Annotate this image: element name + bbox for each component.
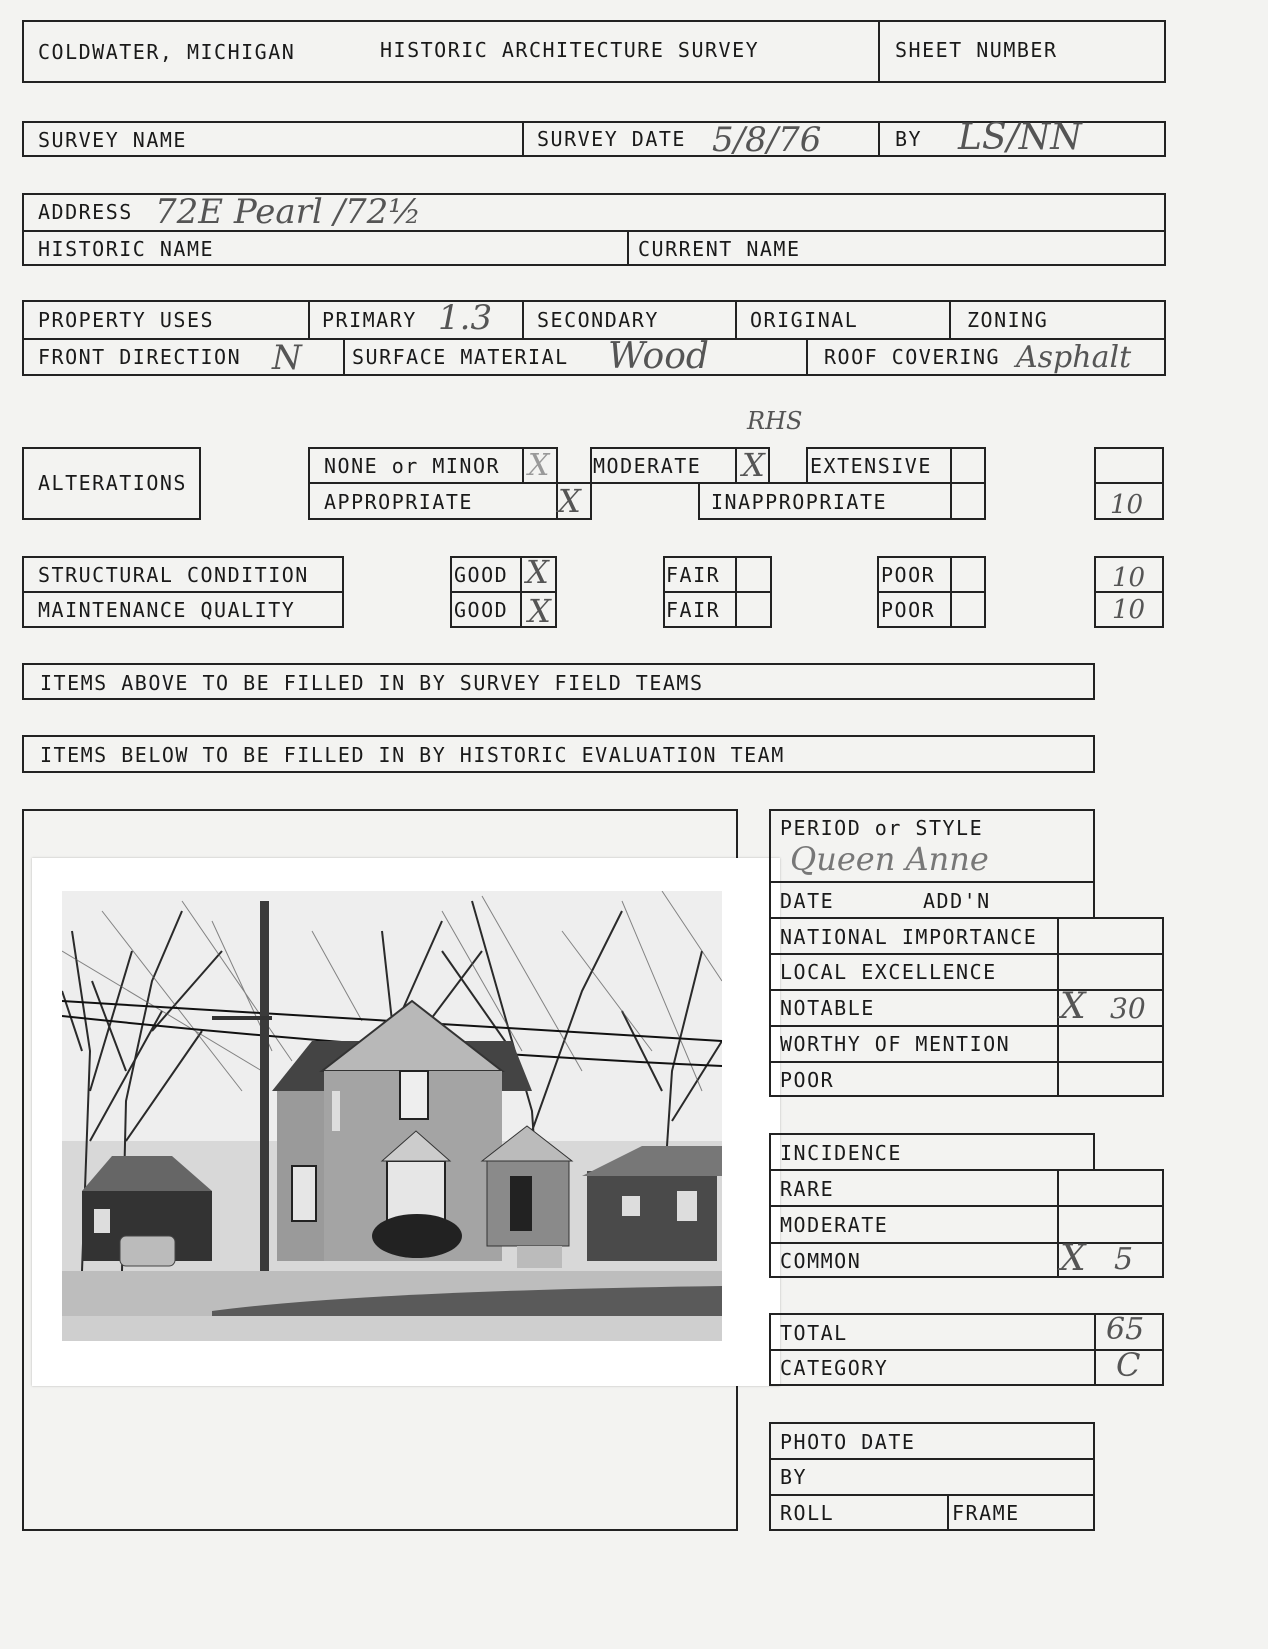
survey-date-label: SURVEY DATE <box>537 127 686 151</box>
historic-name-label: HISTORIC NAME <box>38 237 215 261</box>
roof-covering-value: Asphalt <box>1016 340 1132 375</box>
maintenance-good-mark: X <box>528 592 551 630</box>
local-excellence-label: LOCAL EXCELLENCE <box>780 960 997 984</box>
current-name-label: CURRENT NAME <box>638 237 801 261</box>
property-div-6 <box>806 338 808 376</box>
roll-label: ROLL <box>780 1501 835 1525</box>
secondary-label: SECONDARY <box>537 308 659 332</box>
poor-label-maintenance: POOR <box>881 598 936 622</box>
common-score: 5 <box>1114 1242 1134 1277</box>
below-note: ITEMS BELOW TO BE FILLED IN BY HISTORIC EVALUATION TEAM <box>40 743 785 767</box>
frame-label: FRAME <box>952 1501 1020 1525</box>
surface-material-value: Wood <box>608 336 709 377</box>
total-label: TOTAL <box>780 1321 848 1345</box>
importance-row-4 <box>769 1061 1164 1063</box>
photo-by-label: BY <box>780 1465 808 1489</box>
extensive-check-div <box>950 447 952 484</box>
property-div-1 <box>308 300 310 338</box>
appropriate-mark: X <box>558 482 581 520</box>
totals-value-div <box>1094 1313 1096 1386</box>
structural-score: 10 <box>1112 563 1146 593</box>
importance-row-1 <box>769 953 1164 955</box>
primary-value: 1.3 <box>438 298 493 338</box>
photo-info-row-1 <box>769 1458 1095 1460</box>
condition-label-divider <box>22 591 344 593</box>
importance-check-div <box>1057 917 1059 1097</box>
survey-name-label: SURVEY NAME <box>38 128 187 152</box>
good-label-maintenance: GOOD <box>454 598 509 622</box>
property-uses-label: PROPERTY USES <box>38 308 215 332</box>
survey-by-value: LS/NN <box>958 117 1082 158</box>
header-divider <box>878 20 880 83</box>
primary-label: PRIMARY <box>322 308 417 332</box>
survey-title: HISTORIC ARCHITECTURE SURVEY <box>380 38 760 62</box>
structural-good-mark: X <box>526 553 549 591</box>
incidence-moderate-label: MODERATE <box>780 1213 889 1237</box>
structural-condition-label: STRUCTURAL CONDITION <box>38 563 309 587</box>
poor-label-structural: POOR <box>881 563 936 587</box>
front-direction-label: FRONT DIRECTION <box>38 345 242 369</box>
survey-date-value: 5/8/76 <box>712 120 822 160</box>
property-row-divider <box>22 338 1166 340</box>
rare-label: RARE <box>780 1177 835 1201</box>
house-photo-illustration <box>62 891 722 1341</box>
roof-covering-label: ROOF COVERING <box>824 345 1001 369</box>
survey-by-label: BY <box>895 127 923 151</box>
good-check-div <box>520 556 522 628</box>
survey-divider-1 <box>522 121 524 157</box>
property-div-4 <box>949 300 951 338</box>
alterations-score: 10 <box>1110 490 1144 520</box>
extensive-label: EXTENSIVE <box>810 454 932 478</box>
address-value: 72E Pearl /72½ <box>155 192 422 232</box>
original-label: ORIGINAL <box>750 308 859 332</box>
photo-date-label: PHOTO DATE <box>780 1430 916 1454</box>
importance-row-2 <box>769 989 1164 991</box>
moderate-check-div <box>735 447 737 484</box>
address-label: ADDRESS <box>38 200 133 224</box>
property-div-3 <box>735 300 737 338</box>
period-value: Queen Anne <box>790 840 989 878</box>
category-label: CATEGORY <box>780 1356 889 1380</box>
moderate-note: RHS <box>747 407 803 435</box>
inappropriate-check-div <box>950 482 952 520</box>
incidence-check-div <box>1057 1169 1059 1278</box>
none-minor-mark: X <box>528 448 550 483</box>
incidence-label: INCIDENCE <box>780 1141 902 1165</box>
moderate-mark: X <box>742 446 765 484</box>
alterations-label: ALTERATIONS <box>38 471 187 495</box>
common-label: COMMON <box>780 1249 862 1273</box>
national-importance-label: NATIONAL IMPORTANCE <box>780 925 1038 949</box>
zoning-label: ZONING <box>967 308 1049 332</box>
sheet-number-label: SHEET NUMBER <box>895 38 1058 62</box>
fair-divider <box>663 591 772 593</box>
notable-label: NOTABLE <box>780 996 875 1020</box>
surface-material-label: SURFACE MATERIAL <box>352 345 569 369</box>
importance-row-3 <box>769 1025 1164 1027</box>
none-minor-label: NONE or MINOR <box>324 454 501 478</box>
total-value: 65 <box>1106 1312 1145 1347</box>
incidence-row-1 <box>769 1205 1164 1207</box>
good-label-structural: GOOD <box>454 563 509 587</box>
building-photo <box>32 858 780 1386</box>
common-mark: X <box>1060 1238 1086 1279</box>
maintenance-score: 10 <box>1112 595 1146 625</box>
evaluation-poor-label: POOR <box>780 1068 835 1092</box>
incidence-row-2 <box>769 1242 1164 1244</box>
period-label: PERIOD or STYLE <box>780 816 984 840</box>
photo-info-row-2 <box>769 1494 1095 1496</box>
name-divider <box>627 230 629 266</box>
notable-mark: X <box>1060 986 1086 1027</box>
fair-check-div <box>735 556 737 628</box>
poor-divider <box>877 591 986 593</box>
inappropriate-label: INAPPROPRIATE <box>711 490 888 514</box>
worthy-label: WORTHY OF MENTION <box>780 1032 1011 1056</box>
survey-divider-2 <box>878 121 880 157</box>
property-div-5 <box>343 338 345 376</box>
none-minor-check-div <box>522 447 524 484</box>
appropriate-label: APPROPRIATE <box>324 490 473 514</box>
poor-check-div <box>950 556 952 628</box>
city-label: COLDWATER, MICHIGAN <box>38 40 296 64</box>
moderate-label: MODERATE <box>593 454 702 478</box>
property-div-2 <box>522 300 524 338</box>
fair-label-maintenance: FAIR <box>666 598 721 622</box>
alterations-score-divider <box>1094 482 1164 484</box>
addn-label: ADD'N <box>923 889 991 913</box>
fair-label-structural: FAIR <box>666 563 721 587</box>
roll-frame-div <box>947 1494 949 1531</box>
date-label: DATE <box>780 889 835 913</box>
maintenance-quality-label: MAINTENANCE QUALITY <box>38 598 296 622</box>
front-direction-value: N <box>272 338 302 378</box>
above-note: ITEMS ABOVE TO BE FILLED IN BY SURVEY FIELD TEAMS <box>40 671 704 695</box>
notable-score: 30 <box>1110 992 1146 1025</box>
category-value: C <box>1116 1346 1141 1384</box>
totals-divider <box>769 1349 1164 1351</box>
